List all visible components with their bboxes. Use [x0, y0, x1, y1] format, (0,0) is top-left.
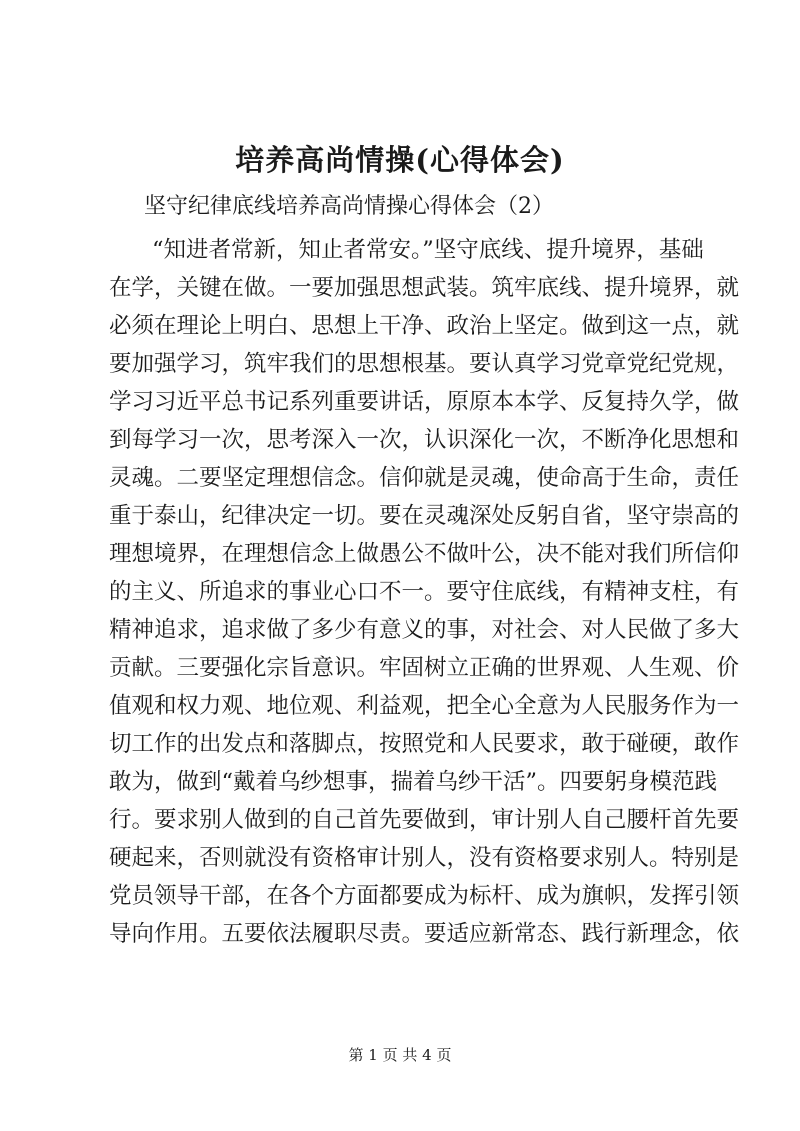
paragraph-line: 学习习近平总书记系列重要讲话，原原本本学、反复持久学，做 — [109, 389, 740, 415]
paragraph-line: 值观和权力观、地位观、利益观，把全心全意为人民服务作为一 — [109, 693, 740, 719]
paragraph-line: 到每学习一次，思考深入一次，认识深化一次，不断净化思想和 — [109, 427, 740, 453]
paragraph-line: “知进者常新，知止者常安。”坚守底线、提升境界，基础 — [152, 237, 704, 263]
paragraph-line: 必须在理论上明白、思想上干净、政治上坚定。做到这一点，就 — [109, 313, 740, 339]
paragraph-line: 敢为，做到“戴着乌纱想事，揣着乌纱干活”。四要躬身模范践 — [109, 769, 718, 795]
paragraph-line: 切工作的出发点和落脚点，按照党和人民要求，敢于碰硬，敢作 — [109, 731, 740, 757]
paragraph-line: 要加强学习，筑牢我们的思想根基。要认真学习党章党纪党规， — [109, 351, 740, 377]
paragraph-line: 精神追求，追求做了多少有意义的事，对社会、对人民做了多大 — [109, 617, 740, 643]
paragraph-line: 的主义、所追求的事业心口不一。要守住底线，有精神支柱，有 — [109, 579, 740, 605]
paragraph-line: 灵魂。二要坚定理想信念。信仰就是灵魂，使命高于生命，责任 — [109, 465, 740, 491]
paragraph-line: 在学，关键在做。一要加强思想武装。筑牢底线、提升境界，就 — [109, 275, 740, 301]
paragraph-line: 党员领导干部，在各个方面都要成为标杆、成为旗帜，发挥引领 — [109, 883, 740, 909]
paragraph-line: 行。要求别人做到的自己首先要做到，审计别人自己腰杆首先要 — [109, 807, 740, 833]
paragraph-line: 导向作用。五要依法履职尽责。要适应新常态、践行新理念，依 — [109, 921, 740, 947]
paragraph-line: 贡献。三要强化宗旨意识。牢固树立正确的世界观、人生观、价 — [109, 655, 740, 681]
page-number-footer: 第 1 页 共 4 页 — [348, 1046, 452, 1064]
document-subtitle: 坚守纪律底线培养高尚情操心得体会（2） — [144, 194, 554, 219]
document-title: 培养高尚情操(心得体会) — [235, 143, 565, 177]
paragraph-line: 硬起来，否则就没有资格审计别人，没有资格要求别人。特别是 — [109, 845, 740, 871]
paragraph-line: 重于泰山，纪律决定一切。要在灵魂深处反躬自省，坚守崇高的 — [109, 503, 740, 529]
paragraph-line: 理想境界，在理想信念上做愚公不做叶公，决不能对我们所信仰 — [109, 541, 740, 567]
